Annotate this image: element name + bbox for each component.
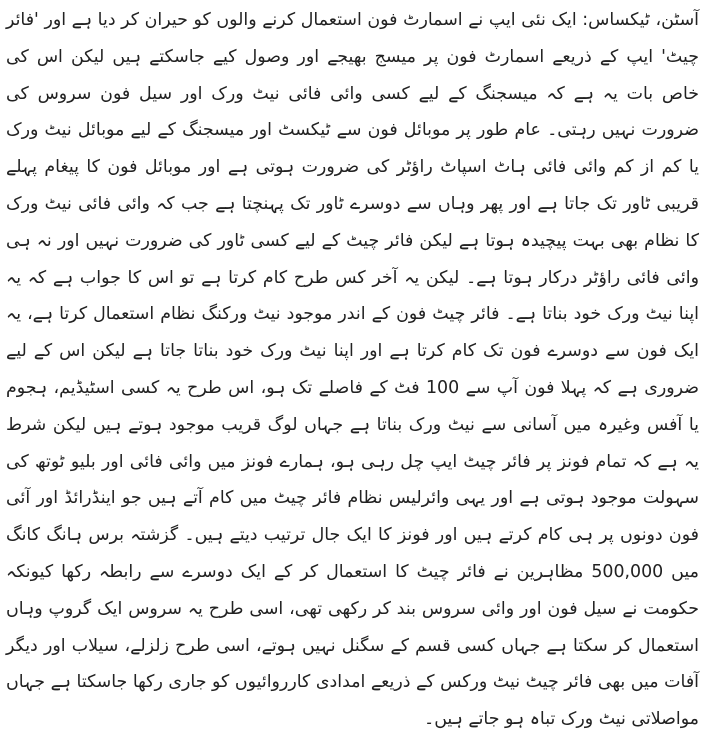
article-body-text: آسٹن، ٹیکساس: ایک نئی ایپ نے اسمارٹ فون استعمال کرنے والوں کو حیران کر دیا ہے اور 'فائر چیٹ' ایپ کے ذریعے اسمارٹ فون پر میسج بھیجے اور وصول کیے جاسکتے ہیں لیکن اس کی خاص بات یہ ہے کہ میسجنگ کے لیے کسی وائی فائی نیٹ ورک اور سیل فون سروس کی ضرورت نہیں رہتی۔ عام طور پر موبائل فون سے ٹیکسٹ اور میسجنگ کے لیے موبائل نیٹ ورک یا کم از کم وائی فائی ہاٹ اسپاٹ راؤٹر کی ضرورت ہوتی ہے اور موبائل فون کا پیغام پہلے قریبی ٹاور تک جاتا ہے اور پھر وہاں سے دوسرے ٹاور تک پہنچتا ہے جب کہ وائی فائی نیٹ ورک کا نظام بھی بہت پیچیدہ ہوتا ہے لیکن فائر چیٹ کے لیے کسی ٹاور کی ضرورت نہیں اور نہ ہی وائی فائی راؤٹر درکار ہوتا ہے۔ لیکن یہ آخر کس طرح کام کرتا ہے تو اس کا جواب ہے کہ یہ اپنا نیٹ ورک خود بناتا ہے۔ فائر چیٹ فون کے اندر موجود نیٹ ورکنگ نظام استعمال کرتا ہے، یہ ایک فون سے دوسرے فون تک کام کرتا ہے اور اپنا نیٹ ورک خود بناتا جاتا ہے لیکن اس کے لیے ضروری ہے کہ پہلا فون آپ سے 100 فٹ کے فاصلے تک ہو، اس طرح یہ کسی اسٹیڈیم، ہجوم یا آفس وغیرہ میں آسانی سے نیٹ ورک بناتا ہے جہاں لوگ قریب موجود ہوتے ہیں لیکن شرط یہ ہے کہ تمام فونز پر فائر چیٹ ایپ چل رہی ہو، ہمارے فونز میں وائی فائی اور بلیو ٹوتھ کی سہولت موجود ہوتی ہے اور یہی وائرلیس نظام فائر چیٹ میں کام آتے ہیں جو اینڈرائڈ اور آئی فون دونوں پر ہی کام کرتے ہیں اور فونز کا ایک جال ترتیب دیتے ہیں۔ گزشتہ برس ہانگ کانگ میں 500,000 مظاہرین نے فائر چیٹ کا استعمال کر کے ایک دوسرے سے رابطہ رکھا کیونکہ حکومت نے سیل فون اور وائی سروس بند کر رکھی تھی، اسی طرح یہ سروس ایک گروپ وہاں استعمال کر سکتا ہے جہاں کسی قسم کے سگنل نہیں ہوتے، اسی طرح زلزلے، سیلاب اور دیگر آفات میں بھی فائر چیٹ نیٹ ورکس کے ذریعے امدادی کارروائیوں کو جاری رکھا جاسکتا ہے جہاں مواصلاتی نیٹ ورک تباہ ہو جاتے ہیں۔ bbox=[6, 10, 699, 730]
